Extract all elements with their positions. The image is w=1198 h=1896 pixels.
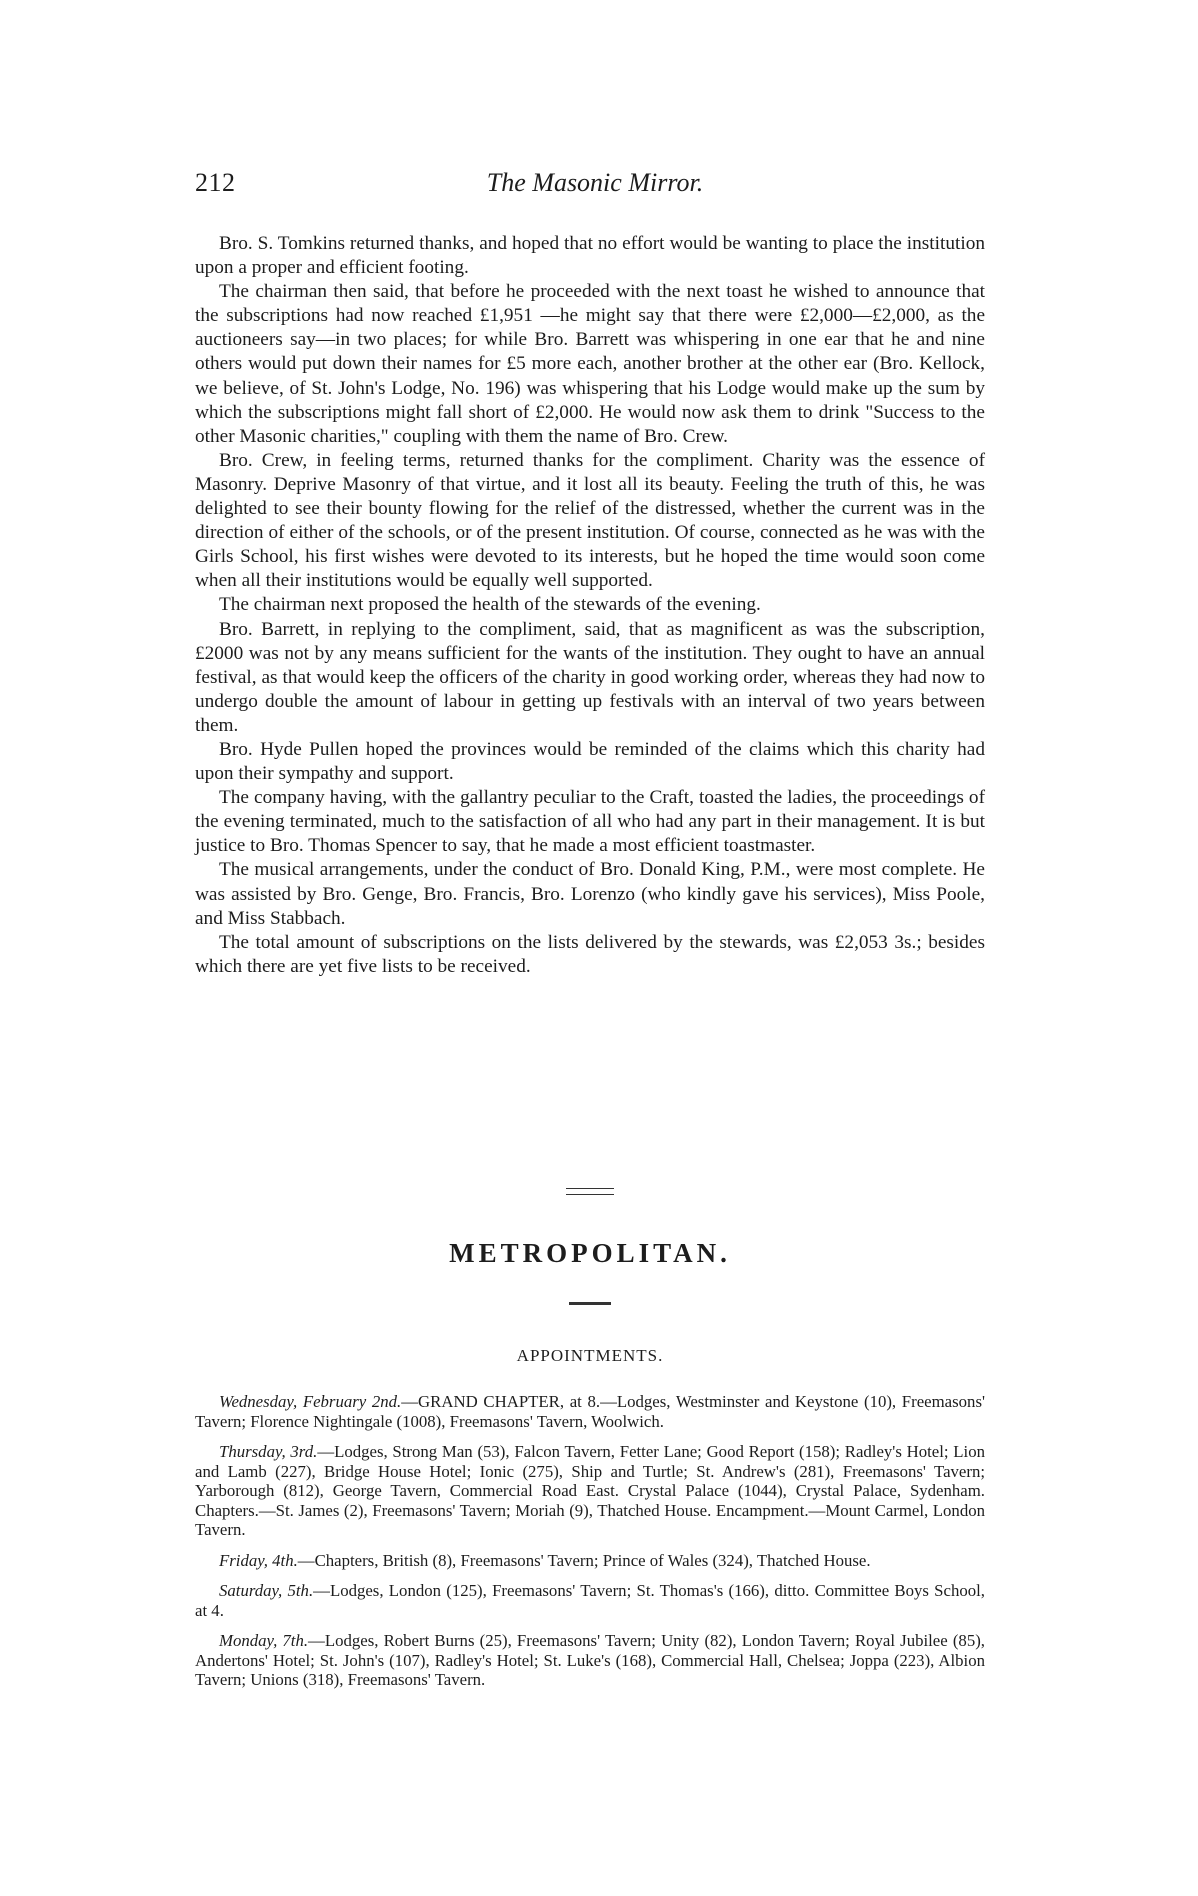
appointment-day: Wednesday, February 2nd. xyxy=(219,1392,402,1411)
appointment-day: Thursday, 3rd. xyxy=(219,1442,318,1461)
appointment-entry xyxy=(195,1392,985,1431)
article-body xyxy=(195,232,985,979)
appointment-text: —Lodges, Strong Man (53), Falcon Tavern, Fetter Lane; Good Report (158); Radley's Hotel; Lion and Lamb (227), Bridge House Hotel; Ionic (275), Ship and Turtle; St. Andrew's (281), Freemasons' Tavern; Yarborough (812), George Tavern, Commercial Road East. Crystal Palace (1044), Crystal Palace, Sydenham. Chapters.—St. James (2), Freemasons' Tavern; Moriah (9), Thatched House. Encampment.—Mount Carmel, London Tavern. xyxy=(195,1442,985,1539)
paragraph: The chairman next proposed the health of the stewards of the evening. xyxy=(219,594,761,616)
paragraph: The chairman then said, that before he proceeded with the next toast he wished to announce that the subscriptions had now reached £1,951 —he might say that there were £2,000—£2,000, as the auctioneers say—in two places; for while Bro. Barrett was whispering in one ear that he and nine others would put down their names for £5 more each, another brother at the other ear (Bro. Kellock, we believe, of St. John's Lodge, No. 196) was whispering that his Lodge would make up the sum by which the subscriptions might fall short of £2,000. He would now ask them to drink "Success to the other Masonic charities," coupling with them the name of Bro. Crew. xyxy=(195,281,985,447)
appointments-list xyxy=(195,1392,985,1701)
paragraph: Bro. Hyde Pullen hoped the provinces would be reminded of the claims which this charity had upon their sympathy and support. xyxy=(195,738,985,785)
running-title: The Masonic Mirror. xyxy=(486,168,704,197)
appointment-entry xyxy=(195,1442,985,1540)
appointment-text: —GRAND CHAPTER, at 8.—Lodges, Westminster and Keystone (10), Freemasons' Tavern; Florence Nightingale (1008), Freemasons' Tavern, Woolwich. xyxy=(195,1392,985,1431)
page-number: 212 xyxy=(195,168,236,197)
section-subhead: APPOINTMENTS. xyxy=(516,1346,664,1365)
title-rule xyxy=(569,1302,611,1305)
paragraph: The musical arrangements, under the conduct of Bro. Donald King, P.M., were most complete. He was assisted by Bro. Genge, Bro. Francis, Bro. Lorenzo (who kindly gave his services), Miss Poole, and Miss Stabbach. xyxy=(195,859,985,929)
appointment-text: —Chapters, British (8), Freemasons' Tavern; Prince of Wales (324), Thatched House. xyxy=(297,1550,871,1570)
appointment-text: —Lodges, Robert Burns (25), Freemasons' Tavern; Unity (82), London Tavern; Royal Jubilee (85), Andertons' Hotel; St. John's (107), Radley's Hotel; St. Luke's (168), Commercial Hall, Chelsea; Joppa (223), Albion Tavern; Unions (318), Freemasons' Tavern. xyxy=(195,1631,985,1689)
section-title: METROPOLITAN. xyxy=(449,1238,731,1268)
paragraph: Bro. Barrett, in replying to the compliment, said, that as magnificent as was the subscription, £2000 was not by any means sufficient for the wants of the institution. They ought to have an annual festival, as that would keep the officers of the charity in good working order, whereas they had now to undergo double the amount of labour in getting up festivals with an interval of two years between them. xyxy=(195,618,985,736)
paragraph: The company having, with the gallantry peculiar to the Craft, toasted the ladies, the proceedings of the evening terminated, much to the satisfaction of all who had any part in their management. It is but justice to Bro. Thomas Spencer to say, that he made a most efficient toastmaster. xyxy=(195,787,985,857)
paragraph: Bro. Crew, in feeling terms, returned thanks for the compliment. Charity was the essence of Masonry. Deprive Masonry of that virtue, and it lost all its beauty. Feeling the truth of this, he was delighted to see their bounty flowing for the relief of the distressed, whether the current was in the direction of either of the schools, or of the present institution. Of course, connected as he was with the Girls School, his first wishes were devoted to its interests, but he hoped the time would soon come when all their institutions would be equally well supported. xyxy=(195,449,985,592)
appointment-text: —Lodges, London (125), Freemasons' Tavern; St. Thomas's (166), ditto. Committee Boys School, at 4. xyxy=(195,1581,985,1620)
appointment-day: Friday, 4th. xyxy=(219,1550,298,1570)
paragraph: Bro. S. Tomkins returned thanks, and hoped that no effort would be wanting to place the institution upon a proper and efficient footing. xyxy=(195,233,985,279)
appointment-day: Saturday, 5th. xyxy=(219,1581,314,1600)
page-header xyxy=(195,168,995,208)
appointment-entry xyxy=(195,1551,985,1571)
section-divider xyxy=(566,1188,614,1195)
appointment-entry xyxy=(195,1581,985,1620)
appointment-entry xyxy=(195,1631,985,1690)
paragraph: The total amount of subscriptions on the lists delivered by the stewards, was £2,053 3s.; besides which there are yet five lists to be received. xyxy=(195,931,985,977)
appointment-day: Monday, 7th. xyxy=(219,1631,309,1650)
